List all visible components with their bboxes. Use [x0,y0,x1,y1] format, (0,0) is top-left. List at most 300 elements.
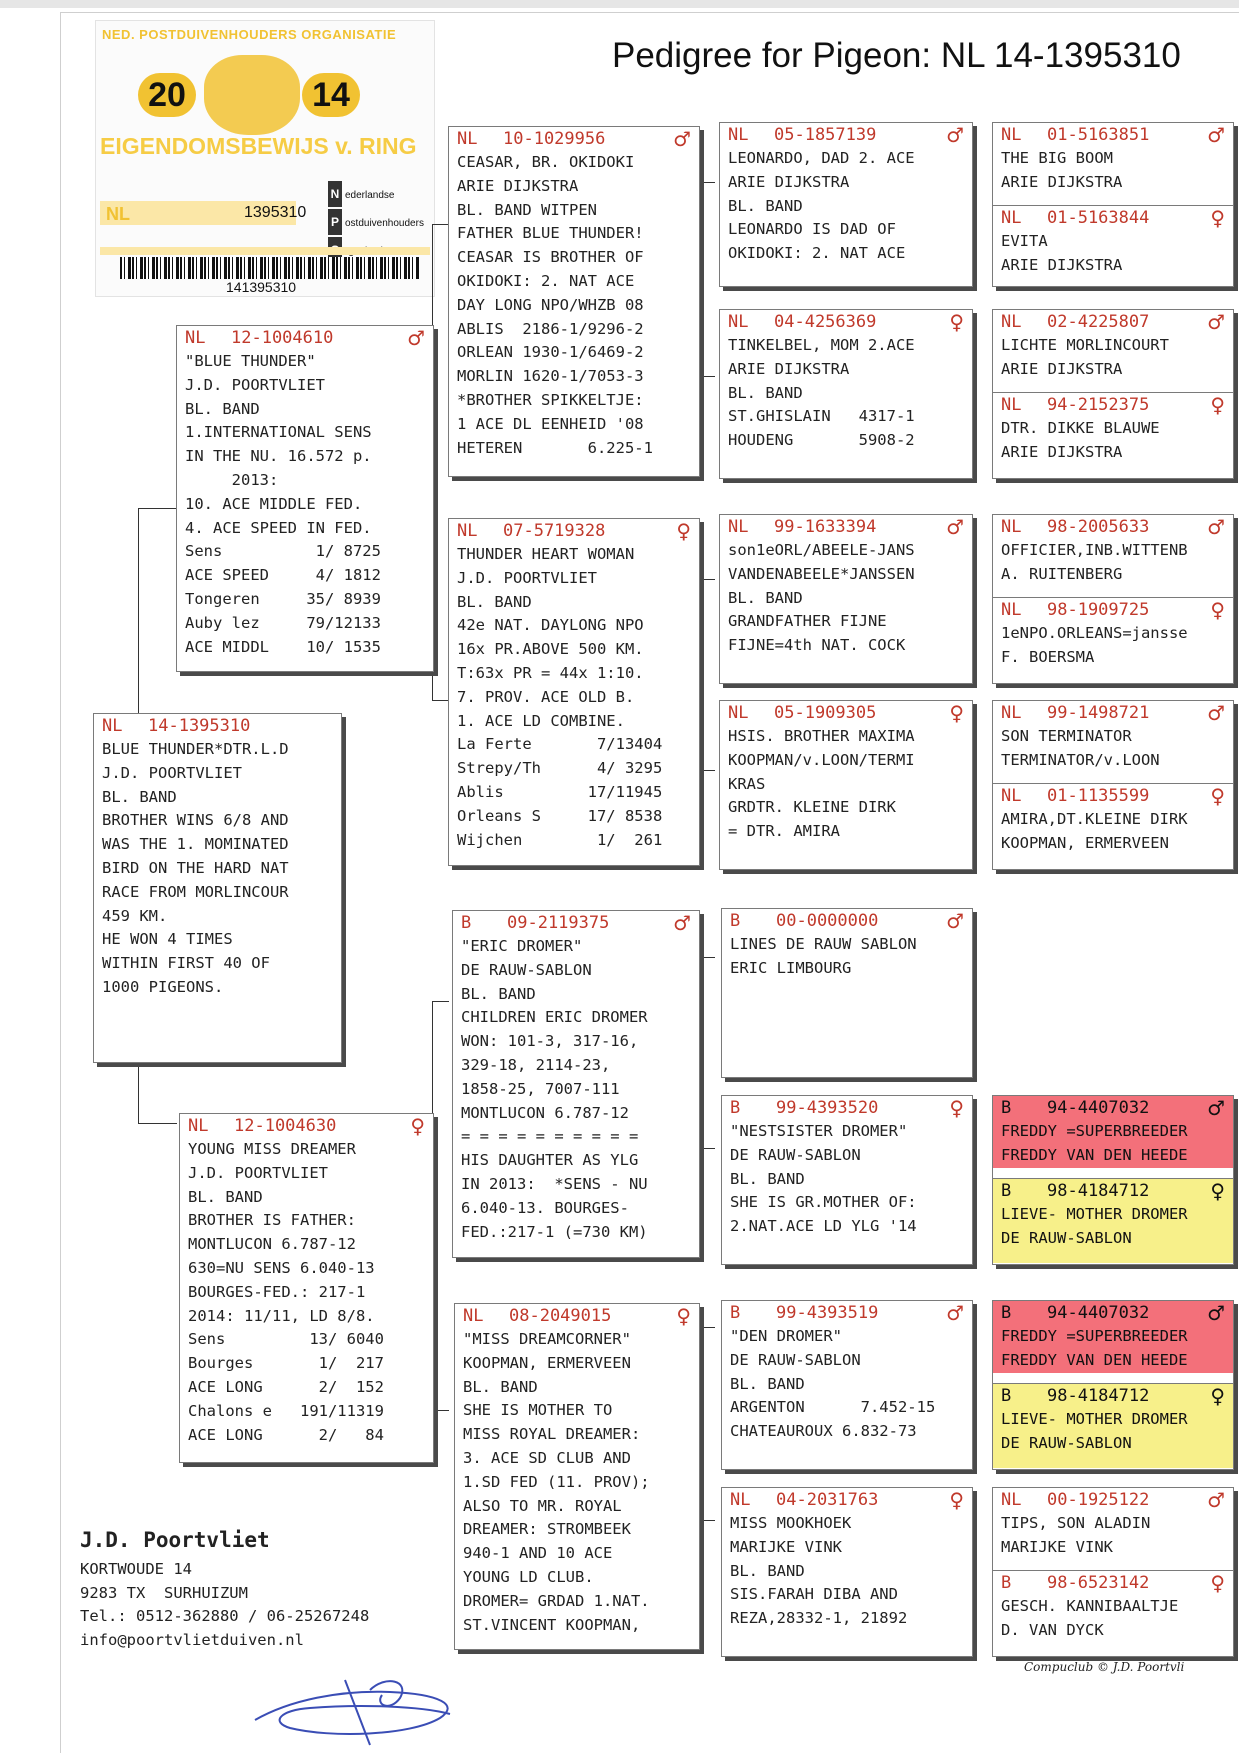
pigeon-card-subject [93,713,342,1063]
card-header [94,714,341,738]
country-code: NL [457,129,478,149]
connector-sire [432,224,449,701]
card-line: J.D. POORTVLIET [185,375,325,394]
country-code: NL [188,1116,209,1136]
card-line: ALSO TO MR. ROYAL [463,1496,622,1515]
pigeon-card-sdd [719,700,973,870]
npo-letter: N [328,181,342,207]
card-header [993,206,1233,230]
card-line: BROTHER WINS 6/8 AND [102,811,289,830]
card-line: IN THE NU. 16.572 p. [185,447,372,466]
sex-symbol-icon: ♂ [1207,310,1225,334]
sex-symbol-icon: ♂ [946,1301,964,1325]
ring-number: 01-5163851 [1047,125,1150,145]
page-top-strip [0,0,1239,8]
ring-number: 05-1909305 [774,703,877,723]
card-line: OKIDOKI: 2. NAT ACE [457,271,635,290]
card-line: BROTHER IS FATHER: [188,1211,356,1230]
card-line: BL. BAND [730,1169,805,1188]
card-line: 1.INTERNATIONAL SENS [185,423,372,442]
card-line: WAS THE 1. MOMINATED [102,835,289,854]
card-line: 7. PROV. ACE OLD B. [457,687,635,706]
pigeon-card-sss [719,122,973,287]
card-line: MORLIN 1620-1/7053-3 [457,367,644,386]
card-line: DE RAUW-SABLON [461,960,592,979]
card-line: ABLIS 2186-1/9296-2 [457,319,644,338]
card-line: IN 2013: *SENS - NU [461,1174,648,1193]
card-line: KOOPMAN, ERMERVEEN [1001,833,1169,852]
ring-number: 94-4407032 [1047,1303,1150,1323]
sex-symbol-icon: ♂ [1207,1301,1225,1325]
connector-sd [698,579,715,771]
ring-number: 94-4407032 [1047,1098,1150,1118]
card-line: "NESTSISTER DROMER" [730,1122,908,1140]
card-line: 329-18, 2114-23, [461,1055,611,1074]
card-line: Sens 13/ 6040 [188,1330,384,1349]
pigeon-card-dss [721,908,973,1078]
card-line: LIEVE- MOTHER DROMER [993,1203,1233,1227]
card-line: GRDTR. KLEINE DIRK [728,798,896,817]
card-line: RACE FROM MORLINCOUR [102,882,289,901]
card-line: FED.:217-1 (=730 KM) [461,1222,648,1241]
owner-name: J.D. Poortvliet [80,1528,270,1552]
ring-year-left: 20 [138,73,196,117]
card-line: HOUDENG 5908-2 [728,431,915,450]
card-header [993,393,1233,417]
card-line: Bourges 1/ 217 [188,1354,384,1373]
card-line: OFFICIER,INB.WITTENB [1001,541,1188,559]
owner-address-line: Tel.: 0512-362880 / 06-25267248 [80,1607,370,1625]
country-code: NL [463,1306,484,1326]
card-line: F. BOERSMA [1001,647,1095,666]
card-header [993,598,1233,622]
pair-entry [993,1570,1233,1655]
card-line: 2014: 11/11, LD 8/8. [188,1306,375,1325]
npo-line: ederlandse [345,190,395,201]
pair-entry [993,515,1233,597]
ring-heading: EIGENDOMSBEWIJS v. RING [100,133,417,159]
country-code: B [1001,1098,1012,1118]
country-code: NL [1001,703,1022,723]
card-line: BL. BAND [463,1377,538,1396]
card-line: BL. BAND [461,984,536,1003]
pair-entry [993,1383,1233,1468]
card-header [993,1488,1233,1512]
card-line: THUNDER HEART WOMAN [457,545,635,563]
owner-address-line: 9283 TX SURHUIZUM [80,1583,248,1602]
card-line: HIS DAUGHTER AS YLG [461,1151,639,1170]
ring-number: 98-4184712 [1047,1386,1150,1406]
pair-entry [993,205,1233,287]
pigeon-pair-card-1 [992,122,1234,287]
pair-entry [993,123,1233,205]
card-line: BL. BAND [728,383,803,402]
card-line: ACE LONG 2/ 152 [188,1377,384,1396]
card-line: 940-1 AND 10 ACE [463,1544,613,1563]
owner-address-line: info@poortvlietduiven.nl [80,1630,304,1649]
card-line: GRANDFATHER FIJNE [728,612,887,631]
sex-symbol-icon: ♀ [676,1304,691,1328]
sex-symbol-icon: ♂ [407,326,425,350]
ring-number: 12-1004630 [234,1116,337,1136]
pigeon-card-dds [721,1300,973,1470]
card-line: ARIE DIJKSTRA [728,172,850,191]
card-line: LIEVE- MOTHER DROMER [993,1408,1233,1432]
card-line: FATHER BLUE THUNDER! [457,224,644,243]
pair-entry [993,1178,1233,1263]
card-line: TERMINATOR/v.LOON [1001,750,1160,769]
card-line: 2.NAT.ACE LD YLG '14 [730,1217,917,1236]
card-line: "BLUE THUNDER" [185,352,316,370]
card-line: "DEN DROMER" [730,1327,842,1345]
page-title: Pedigree for Pigeon: NL 14-1395310 [612,36,1181,75]
card-line: ARIE DIJKSTRA [1001,172,1123,191]
ring-number: 07-5719328 [503,521,606,541]
ring-number: 98-6523142 [1047,1573,1150,1593]
card-line: LEONARDO, DAD 2. ACE [728,149,915,167]
card-line: DREAMER: STROMBEEK [463,1520,631,1539]
sex-symbol-icon: ♀ [1210,1571,1225,1595]
country-code: NL [1001,208,1022,228]
country-code: B [730,1303,741,1323]
sex-symbol-icon: ♂ [673,127,691,151]
card-line: 4. ACE SPEED IN FED. [185,518,372,537]
country-code: B [730,911,741,931]
card-line: DROMER= GRDAD 1.NAT. [463,1591,650,1610]
card-line: YOUNG MISS DREAMER [188,1140,356,1158]
card-header [180,1114,433,1138]
country-code: NL [185,328,206,348]
sex-symbol-icon: ♂ [946,123,964,147]
sex-symbol-icon: ♀ [1210,1384,1225,1408]
card-line: Tongeren 35/ 8939 [185,589,381,608]
card-line: THE BIG BOOM [1001,149,1113,167]
country-code: NL [1001,786,1022,806]
card-line: 459 KM. [102,906,168,925]
ring-number: 00-1925122 [1047,1490,1150,1510]
ring-number: 02-4225807 [1047,312,1150,332]
npo-line: ostduivenhouders [345,218,424,229]
ring-number: 98-1909725 [1047,600,1150,620]
card-line: SON TERMINATOR [1001,727,1132,745]
card-line: 3. ACE SD CLUB AND [463,1448,631,1467]
card-line: *BROTHER SPIKKELTJE: [457,390,644,409]
pair-entry [993,1488,1233,1570]
card-header [993,1096,1233,1120]
card-line: 1858-25, 7007-111 [461,1079,620,1098]
pigeon-pair-card-2 [992,309,1234,479]
card-line: ACE MIDDL 10/ 1535 [185,637,381,656]
card-line: KOOPMAN/v.LOON/TERMI [728,750,915,769]
pair-entry [993,1301,1233,1383]
sex-symbol-icon: ♀ [1210,1179,1225,1203]
lion-emblem-icon [204,55,300,135]
card-line: ARGENTON 7.452-15 [730,1398,936,1417]
card-line: OKIDOKI: 2. NAT ACE [728,244,906,263]
card-line: Wijchen 1/ 261 [457,830,663,849]
card-line: BL. BAND [188,1187,263,1206]
card-header [993,1301,1233,1325]
connector-ds [698,957,715,1149]
card-line: MONTLUCON 6.787-12 [188,1235,356,1254]
ring-number: 99-1498721 [1047,703,1150,723]
pigeon-card-dam [179,1113,434,1463]
card-line: son1eORL/ABEELE-JANS [728,541,915,559]
card-line: LEONARDO IS DAD OF [728,220,896,239]
card-line: EVITA [1001,232,1048,250]
card-line: TIPS, SON ALADIN [1001,1514,1151,1532]
card-line: YOUNG LD CLUB. [463,1567,594,1586]
card-line: SIS.FARAH DIBA AND [730,1585,898,1604]
country-code: NL [1001,1490,1022,1510]
card-line: BL. BAND [728,588,803,607]
card-line: ARIE DIJKSTRA [1001,255,1123,274]
card-line: MISS ROYAL DREAMER: [463,1425,641,1444]
card-line: FIJNE=4th NAT. COCK [728,636,906,655]
owner-address-line: KORTWOUDE 14 [80,1560,192,1578]
card-line: FREDDY =SUPERBREEDER [993,1120,1233,1144]
card-line: DE RAUW-SABLON [730,1350,861,1369]
signature-icon [250,1650,490,1750]
card-header [455,1304,699,1328]
sex-symbol-icon: ♀ [410,1114,425,1138]
card-line: FREDDY =SUPERBREEDER [993,1325,1233,1349]
ring-number: 04-2031763 [776,1490,879,1510]
card-line: Chalons e 191/11319 [188,1401,384,1420]
card-line: A. RUITENBERG [1001,564,1123,583]
card-line: MARIJKE VINK [730,1537,842,1556]
card-line: BL. BAND [457,592,532,611]
card-line: BL. BAND [728,196,803,215]
card-line: 1.SD FED (11. PROV); [463,1472,650,1491]
card-line: BIRD ON THE HARD NAT [102,858,289,877]
card-line: 16x PR.ABOVE 500 KM. [457,640,644,659]
country-code: B [1001,1181,1012,1201]
card-line: D. VAN DYCK [1001,1620,1104,1639]
card-line: DAY LONG NPO/WHZB 08 [457,295,644,314]
npo-letter: P [328,209,342,235]
card-header [722,1301,972,1325]
pigeon-card-sire-sire [448,126,700,477]
card-header [722,1488,972,1512]
ring-number: 14-1395310 [148,716,251,736]
card-line: 630=NU SENS 6.040-13 [188,1258,375,1277]
card-line: SHE IS GR.MOTHER OF: [730,1193,917,1212]
card-header [449,127,699,151]
ring-number: 99-1633394 [774,517,877,537]
card-line: MONTLUCON 6.787-12 [461,1103,629,1122]
sex-symbol-icon: ♀ [1210,206,1225,230]
sex-symbol-icon: ♂ [1207,701,1225,725]
card-line: 10. ACE MIDDLE FED. [185,494,363,513]
card-line: DE RAUW-SABLON [993,1227,1233,1251]
card-line: HETEREN 6.225-1 [457,438,653,457]
card-line: DE RAUW-SABLON [730,1145,861,1164]
ring-number: 99-4393519 [776,1303,879,1323]
card-line: "MISS DREAMCORNER" [463,1330,631,1348]
card-line: 2013: [185,470,279,489]
card-line: HE WON 4 TIMES [102,930,233,949]
card-line: KRAS [728,774,766,793]
card-header [453,911,699,935]
connector-ss [698,182,715,377]
ring-number: 01-1135599 [1047,786,1150,806]
ring-number: 04-4256369 [774,312,877,332]
ring-number: 09-2119375 [507,913,610,933]
card-header [177,326,433,350]
pair-entry [993,392,1233,477]
sex-symbol-icon: ♀ [676,519,691,543]
card-header [993,784,1233,808]
card-line: BL. BAND [730,1374,805,1393]
card-header [720,310,972,334]
card-line: J.D. POORTVLIET [188,1163,328,1182]
pigeon-card-ssd [719,309,973,479]
country-code: NL [1001,600,1022,620]
connector-dam [432,1001,449,1411]
card-line: BL. BAND [730,1561,805,1580]
card-line: J.D. POORTVLIET [102,763,242,782]
pair-entry [993,1096,1233,1178]
card-line: MARIJKE VINK [1001,1537,1113,1556]
sex-symbol-icon: ♂ [1207,1488,1225,1512]
sex-symbol-icon: ♂ [673,911,691,935]
card-line: MISS MOOKHOEK [730,1514,852,1532]
country-code: B [1001,1303,1012,1323]
pair-entry [993,783,1233,868]
card-line: WITHIN FIRST 40 OF [102,954,270,973]
card-line: DTR. DIKKE BLAUWE [1001,419,1160,437]
card-line: 6.040-13. BOURGES- [461,1198,629,1217]
card-line: LICHTE MORLINCOURT [1001,336,1169,354]
card-line: "ERIC DROMER" [461,937,583,955]
country-code: NL [728,517,749,537]
country-code: NL [730,1490,751,1510]
card-header [993,1571,1233,1595]
card-line: FREDDY VAN DEN HEEDE [993,1349,1233,1373]
card-line: Orleans S 17/ 8538 [457,806,663,825]
card-line: KOOPMAN, ERMERVEEN [463,1353,631,1372]
pigeon-card-dam-dam [454,1303,700,1650]
ring-ownership-card [95,20,435,297]
card-line: ACE LONG 2/ 84 [188,1425,384,1444]
pigeon-pair-card-8 [992,1487,1234,1657]
ring-number: 98-2005633 [1047,517,1150,537]
sex-symbol-icon: ♀ [1210,393,1225,417]
card-line: 1eNPO.ORLEANS=jansse [1001,624,1188,642]
card-line: ARIE DIJKSTRA [728,359,850,378]
card-line: CEASAR, BR. OKIDOKI [457,153,635,171]
country-code: NL [728,312,749,332]
footer-copyright: Compuclub © J.D. Poortvli [1024,1660,1185,1674]
card-line: 1. ACE LD COMBINE. [457,711,625,730]
card-line: Sens 1/ 8725 [185,542,381,561]
country-code: B [730,1098,741,1118]
card-line: BL. BAND WITPEN [457,200,597,219]
sex-symbol-icon: ♀ [1210,598,1225,622]
card-line: ARIE DIJKSTRA [1001,442,1123,461]
card-line: DE RAUW-SABLON [993,1432,1233,1456]
pigeon-card-ddd [721,1487,973,1657]
sex-symbol-icon: ♂ [946,909,964,933]
card-line: CEASAR IS BROTHER OF [457,248,644,267]
sex-symbol-icon: ♀ [949,1096,964,1120]
card-line: REZA,28332-1, 21892 [730,1609,908,1628]
ring-number: 94-2152375 [1047,395,1150,415]
barcode-icon [120,257,420,279]
country-code: B [461,913,472,933]
card-line: TINKELBEL, MOM 2.ACE [728,336,915,354]
ring-strip [100,247,430,255]
ring-number: 00-0000000 [776,911,879,931]
card-header [720,123,972,147]
pigeon-card-sire-dam [448,518,700,866]
country-code: NL [1001,517,1022,537]
country-code: NL [728,703,749,723]
sex-symbol-icon: ♂ [1207,515,1225,539]
country-code: B [1001,1573,1012,1593]
pair-entry [993,597,1233,682]
pair-entry [993,310,1233,392]
card-line: BOURGES-FED.: 217-1 [188,1282,366,1301]
card-line: ST.VINCENT KOOPMAN, [463,1615,641,1634]
pigeon-pair-card-6 [992,1095,1234,1265]
card-header [722,909,972,933]
card-line: 1000 PIGEONS. [102,977,224,996]
ring-organisation: NED. POSTDUIVENHOUDERS ORGANISATIE [102,27,397,42]
pigeon-pair-card-7 [992,1300,1234,1470]
card-line: La Ferte 7/13404 [457,735,663,754]
ring-year-right: 14 [302,73,360,117]
card-line: Auby lez 79/12133 [185,613,381,632]
ring-number: 01-5163844 [1047,208,1150,228]
card-line: ST.GHISLAIN 4317-1 [728,407,915,426]
card-line: Strepy/Th 4/ 3295 [457,759,663,778]
card-line: ACE SPEED 4/ 1812 [185,566,381,585]
card-line: SHE IS MOTHER TO [463,1401,613,1420]
card-header [993,515,1233,539]
sex-symbol-icon: ♀ [949,310,964,334]
country-code: NL [457,521,478,541]
pigeon-pair-card-3 [992,514,1234,684]
card-line: ARIE DIJKSTRA [457,176,579,195]
country-code: NL [1001,395,1022,415]
card-header [720,515,972,539]
ring-number: 08-2049015 [509,1306,612,1326]
card-line: 1 ACE DL EENHEID '08 [457,414,644,433]
card-header [993,701,1233,725]
country-code: NL [1001,125,1022,145]
card-line: ARIE DIJKSTRA [1001,359,1123,378]
card-line: CHILDREN ERIC DROMER [461,1008,648,1027]
card-line: = DTR. AMIRA [728,822,840,841]
ring-number: 1395310 [244,204,307,221]
card-line: LINES DE RAUW SABLON [730,935,917,953]
barcode-number: 141395310 [226,279,297,295]
card-header [993,1384,1233,1408]
sex-symbol-icon: ♂ [946,515,964,539]
card-line: 42e NAT. DAYLONG NPO [457,616,644,635]
country-code: B [1001,1386,1012,1406]
country-code: NL [728,125,749,145]
card-line: T:63x PR = 44x 1:10. [457,663,644,682]
country-code: NL [1001,312,1022,332]
card-line: VANDENABEELE*JANSSEN [728,564,915,583]
ring-number: 10-1029956 [503,129,606,149]
card-line: BLUE THUNDER*DTR.L.D [102,740,289,758]
card-line: BL. BAND [102,787,177,806]
card-line: Ablis 17/11945 [457,782,663,801]
